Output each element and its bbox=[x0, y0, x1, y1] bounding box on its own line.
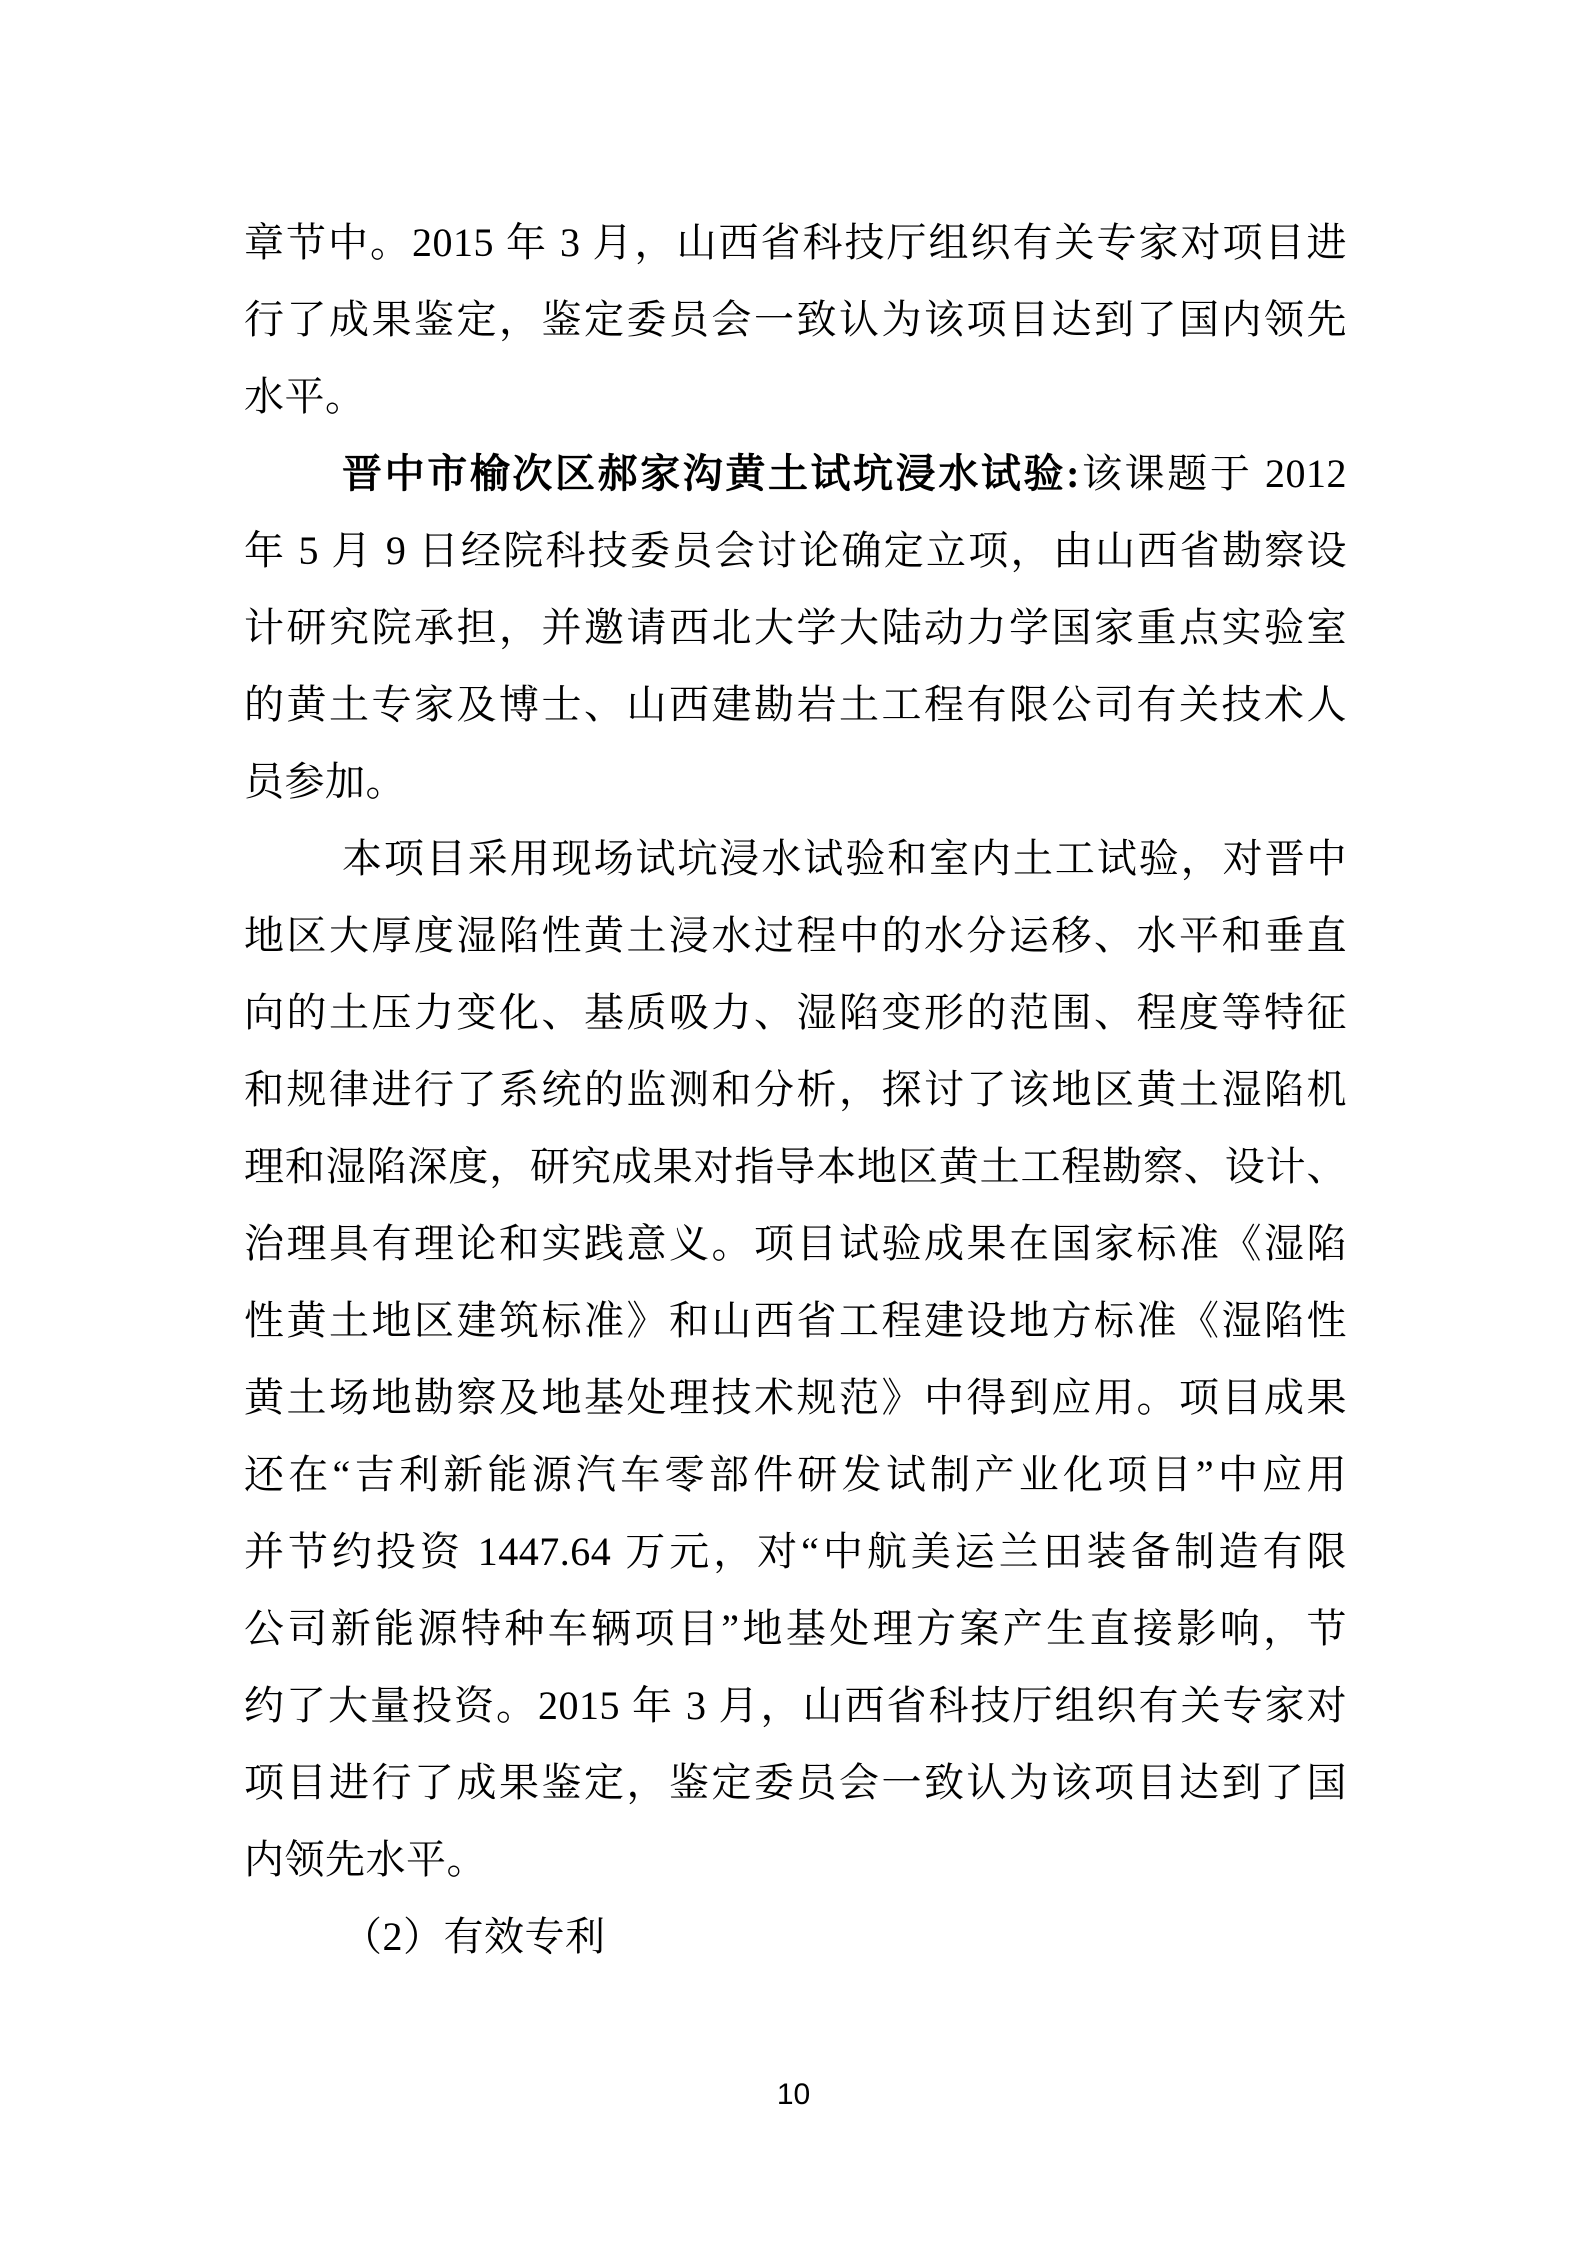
text-line bbox=[244, 512, 1347, 589]
text-segment: 理和湿陷深度，研究成果对指导本地区黄土工程勘察、设计、 bbox=[244, 1144, 1347, 1189]
text-segment: 员参加。 bbox=[244, 759, 406, 804]
text-segment: 约了大量投资。2015 年 3 月，山西省科技厅组织有关专家对 bbox=[244, 1683, 1347, 1728]
text-line bbox=[244, 1667, 1347, 1744]
text-line bbox=[244, 1744, 1347, 1821]
text-line bbox=[244, 589, 1347, 666]
text-line bbox=[244, 1359, 1347, 1436]
text-line bbox=[244, 1282, 1347, 1359]
text-line bbox=[244, 358, 1347, 435]
text-line bbox=[244, 435, 1347, 512]
text-segment: 计研究院承担，并邀请西北大学大陆动力学国家重点实验室 bbox=[244, 605, 1347, 650]
text-line bbox=[244, 281, 1347, 358]
text-line bbox=[244, 204, 1347, 281]
text-segment: 章节中。2015 年 3 月，山西省科技厅组织有关专家对项目进 bbox=[244, 220, 1347, 265]
text-segment: （2）有效专利 bbox=[342, 1914, 606, 1959]
text-line bbox=[244, 666, 1347, 743]
text-segment: 年 5 月 9 日经院科技委员会讨论确定立项，由山西省勘察设 bbox=[244, 528, 1347, 573]
text-segment: 向的土压力变化、基质吸力、湿陷变形的范围、程度等特征 bbox=[244, 990, 1347, 1035]
text-line bbox=[244, 897, 1347, 974]
text-segment: 黄土场地勘察及地基处理技术规范》中得到应用。项目成果 bbox=[244, 1375, 1347, 1420]
page-number: 10 bbox=[776, 2078, 811, 2111]
text-line bbox=[244, 743, 1347, 820]
text-segment: 行了成果鉴定，鉴定委员会一致认为该项目达到了国内领先 bbox=[244, 297, 1347, 342]
text-segment: 还在“吉利新能源汽车零部件研发试制产业化项目”中应用 bbox=[244, 1452, 1347, 1497]
text-segment: 地区大厚度湿陷性黄土浸水过程中的水分运移、水平和垂直 bbox=[244, 913, 1347, 958]
text-line bbox=[244, 1590, 1347, 1667]
text-segment: 该课题于 2012 bbox=[1079, 451, 1348, 496]
bold-heading-segment: 晋中市榆次区郝家沟黄土试坑浸水试验: bbox=[342, 451, 1080, 496]
text-segment: 本项目采用现场试坑浸水试验和室内土工试验，对晋中 bbox=[342, 836, 1347, 881]
text-line bbox=[244, 1821, 1347, 1898]
text-segment: 并节约投资 1447.64 万元，对“中航美运兰田装备制造有限 bbox=[244, 1529, 1347, 1574]
text-segment: 项目进行了成果鉴定，鉴定委员会一致认为该项目达到了国 bbox=[244, 1760, 1347, 1805]
text-line bbox=[244, 1205, 1347, 1282]
text-segment: 性黄土地区建筑标准》和山西省工程建设地方标准《湿陷性 bbox=[244, 1298, 1347, 1343]
text-segment: 和规律进行了系统的监测和分析，探讨了该地区黄土湿陷机 bbox=[244, 1067, 1347, 1112]
text-line bbox=[244, 1128, 1347, 1205]
text-line bbox=[244, 1051, 1347, 1128]
text-line bbox=[244, 974, 1347, 1051]
text-segment: 的黄土专家及博士、山西建勘岩土工程有限公司有关技术人 bbox=[244, 682, 1347, 727]
text-segment: 内领先水平。 bbox=[244, 1837, 487, 1882]
document-body bbox=[244, 204, 1347, 1975]
text-line bbox=[244, 820, 1347, 897]
text-line bbox=[244, 1898, 1347, 1975]
text-segment: 治理具有理论和实践意义。项目试验成果在国家标准《湿陷 bbox=[244, 1221, 1347, 1266]
text-line bbox=[244, 1513, 1347, 1590]
text-line bbox=[244, 1436, 1347, 1513]
text-segment: 水平。 bbox=[244, 374, 366, 419]
text-segment: 公司新能源特种车辆项目”地基处理方案产生直接影响，节 bbox=[244, 1606, 1347, 1651]
